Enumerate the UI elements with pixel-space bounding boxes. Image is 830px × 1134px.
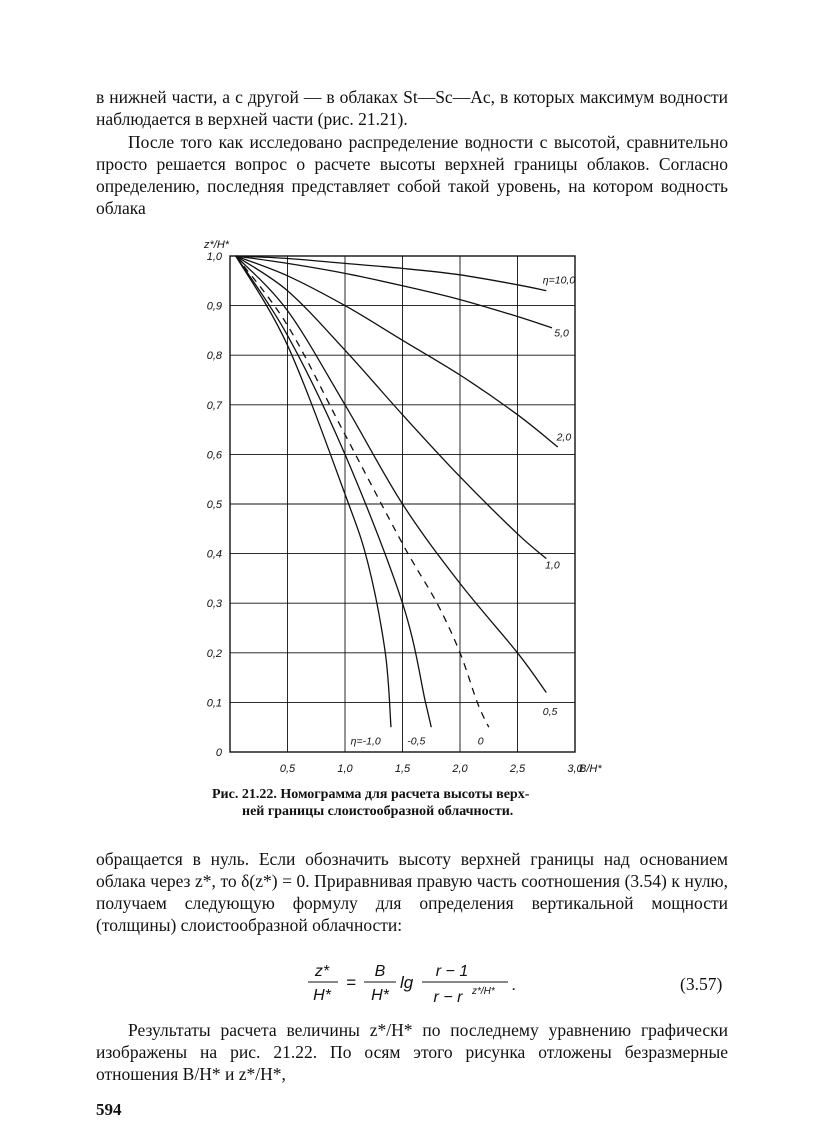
x-tick-label: 2,0 [452, 763, 468, 775]
caption-line-1: Рис. 21.22. Номограмма для расчета высоты верх- [212, 787, 530, 802]
x-tick-label: 3,0 [567, 763, 583, 775]
paragraph-formula-intro: обращается в нуль. Если обозначить высоту верхней границы над основанием облака через z*, то δ(z*) = 0. Приравнивая правую часть соотношения (3.54) к нулю, получаем следующую формулу для определения вертикальной мощности (толщины) слоистообразной облачности: [96, 849, 728, 935]
formula-r-exponent: z*/H* [472, 986, 495, 997]
y-tick-label: 0,9 [206, 300, 222, 313]
paragraph-topheight: После того как исследовано распределение водности с высотой, сравнительно просто решается вопрос о расчете высоты верхней границы облаков. Согласно определению, последняя представляет собой такой уровень, на котором водность облака [96, 132, 728, 218]
series-line-1 [236, 256, 552, 328]
x-tick-label: 1,0 [337, 763, 353, 775]
series-label-3: 1,0 [545, 559, 560, 572]
series-label-6: -0,5 [407, 735, 426, 748]
series-label-4: 0,5 [542, 705, 558, 718]
formula-lhs-denominator: H* [313, 987, 331, 1004]
nomogram-figure [195, 232, 635, 782]
series-line-5 [236, 256, 489, 727]
y-tick-label: 0,2 [206, 647, 222, 660]
page-number: 594 [96, 1100, 122, 1119]
y-tick-label: 0,8 [206, 350, 222, 363]
series-label-1: 5,0 [554, 327, 569, 340]
nomogram-chart [195, 232, 635, 782]
formula-equals: = [346, 973, 356, 992]
formula-lg: lg [400, 973, 414, 992]
equation-number: (3.57) [680, 974, 723, 994]
formula-r-numerator: r − 1 [435, 963, 469, 980]
formula-dot: . [512, 975, 517, 994]
paragraph-intro: в нижней части, а с другой — в облаках St—Sc—Ac, в которых максимум водности наблюдается в верхней части (рис. 21.21). [96, 87, 728, 129]
x-axis-label: B/H* [579, 763, 602, 775]
formula-b-denominator: H* [371, 987, 389, 1004]
formula-3-57 [300, 960, 730, 1010]
series-line-4 [236, 256, 547, 693]
series-label-7: η=-1,0 [350, 735, 381, 748]
paragraph-results: Результаты расчета величины z*/H* по последнему уравнению графически изображены на рис. 21.22. По осям этого рисунка отложены безразмерные отношения B/H* и z*/H*, [96, 1020, 728, 1084]
series-line-7 [236, 256, 391, 727]
series-label-5: 0 [477, 735, 484, 748]
series-line-3 [236, 256, 547, 559]
series-label-2: 2,0 [556, 431, 572, 444]
figure-caption [212, 786, 632, 820]
x-tick-label: 2,5 [509, 763, 526, 775]
formula-lhs-numerator: z* [314, 963, 330, 980]
series-label-0: η=10,0 [542, 274, 576, 287]
y-tick-label: 0,4 [206, 548, 222, 561]
y-tick-label: 0 [215, 747, 222, 759]
y-tick-label: 0,1 [206, 697, 222, 710]
y-tick-label: 0,7 [206, 399, 222, 412]
caption-line-2: ней границы слоистообразной облачности. [242, 804, 514, 819]
y-tick-label: 0,3 [206, 598, 222, 611]
formula-b-numerator: B [374, 963, 386, 980]
y-tick-label: 0,6 [206, 449, 222, 462]
y-tick-label: 0,5 [206, 499, 222, 511]
y-axis-label: z*/H* [204, 239, 230, 251]
series-line-6 [236, 256, 431, 727]
formula-r-denominator: r − r [433, 989, 463, 1006]
y-tick-label: 1,0 [206, 251, 222, 263]
x-tick-label: 1,5 [394, 763, 411, 775]
x-tick-label: 0,5 [279, 763, 296, 775]
